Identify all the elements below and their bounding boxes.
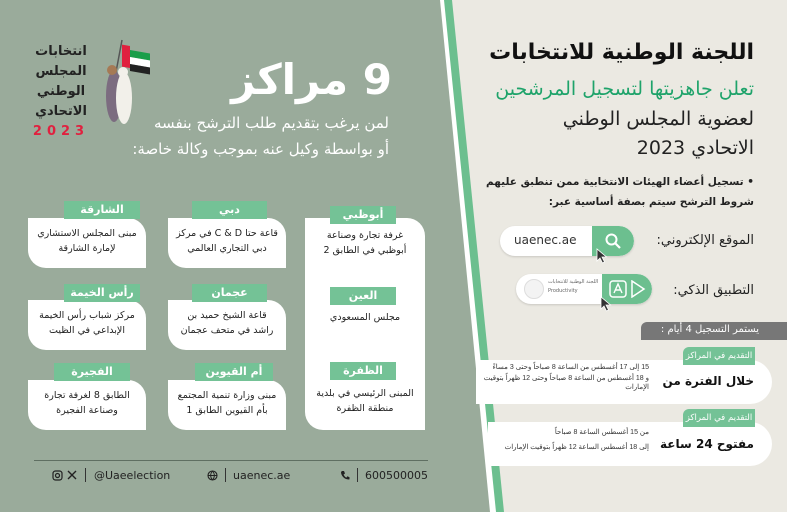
center-text: قاعة حتا C & D في مركز دبي التجاري العالمي — [176, 228, 278, 254]
tab-fujairah: الفجيرة — [54, 363, 130, 381]
tab-dubai: دبي — [192, 201, 267, 219]
app-name: اللجنة الوطنية للانتخابات — [548, 279, 599, 285]
bullet-line-2: شروط الترشح سيتم بصفة أساسية عبر: — [548, 196, 754, 208]
tab-ras-al-khaimah: رأس الخيمة — [64, 284, 140, 302]
card-ras-al-khaimah — [28, 300, 146, 350]
centers-subtext-1: لمن يرغب بتقديم طلب الترشح بنفسه — [154, 114, 389, 132]
center-text: المبنى الرئيسي في بلدية منطقة الظفرة — [316, 388, 414, 414]
center-text: الطابق 8 لغرفة تجارة وصناعة الفجيرة — [44, 390, 130, 416]
app-label: التطبيق الذكي: — [673, 283, 754, 298]
footer-social[interactable] — [52, 468, 170, 482]
card-sharjah — [28, 218, 146, 268]
cursor-icon — [596, 248, 608, 264]
center-text: مجلس المسعودي — [329, 312, 401, 323]
footer-website[interactable] — [207, 468, 290, 482]
duration-bar — [641, 322, 787, 340]
centers-headline: 9 مراكز — [231, 55, 392, 104]
tab-sharjah: الشارقة — [64, 201, 140, 219]
center-text: غرفة تجارة وصناعة أبوظبي في الطابق 2 — [323, 230, 407, 256]
box1-lines — [477, 363, 649, 392]
box2-title: مفتوح 24 ساعة — [660, 437, 754, 451]
center-text: مركز شباب رأس الخيمة الإبداعي في الظيت — [39, 310, 135, 336]
box1-line1: 15 إلى 17 أغسطس من الساعة 8 صباحاً وحتى 3 مساءً — [492, 364, 649, 371]
google-play-icon — [630, 280, 646, 298]
footer-divider — [34, 460, 428, 461]
tab-al-dhafra: الظفرة — [330, 362, 396, 380]
bullet-line-1: • تسجيل أعضاء الهيئات الانتخابية ممن تنطبق عليهم — [486, 176, 754, 188]
logo-year: 2023 — [32, 124, 90, 139]
app-store-pill[interactable] — [516, 274, 652, 304]
card-umm-al-quwain — [168, 380, 286, 430]
cursor-icon — [600, 296, 612, 312]
box1-line2: و 18 أغسطس من الساعة 8 صباحاً وحتى 12 ظهراً بتوقيت الإمارات — [483, 375, 649, 391]
logo-line: الوطني — [36, 84, 86, 99]
card-dubai — [168, 218, 286, 268]
separator — [225, 468, 226, 482]
phone-icon — [340, 470, 350, 481]
box2-line2: إلى 18 أغسطس الساعة 12 ظهراً بتوقيت الإمارات — [504, 444, 649, 451]
box2-line1: من 15 أغسطس الساعة 8 صباحاً — [554, 429, 649, 436]
separator — [85, 468, 86, 482]
page-subtitle: تعلن جاهزيتها لتسجيل المرشحين — [495, 78, 754, 100]
flag-figures-illustration — [96, 36, 156, 136]
card-fujairah — [28, 380, 146, 430]
centers-subtext-2: أو بواسطة وكيل عنه بموجب وكالة خاصة: — [132, 140, 389, 158]
social-handle[interactable]: @Uaeelection — [94, 468, 171, 482]
website-link[interactable]: uaenec.ae — [233, 468, 291, 482]
x-twitter-icon[interactable] — [67, 470, 77, 480]
page-title: اللجنة الوطنية للانتخابات — [489, 40, 754, 65]
website-label: الموقع الإلكتروني: — [656, 233, 754, 248]
subtitle-line-3: لعضوية المجلس الوطني — [562, 108, 754, 130]
tab-al-ain: العين — [330, 287, 396, 305]
globe-icon — [207, 470, 218, 481]
footer-phone[interactable] — [340, 468, 428, 482]
phone-number[interactable]: 600500005 — [365, 468, 428, 482]
website-search-pill[interactable] — [500, 226, 634, 256]
center-text: مبنى المجلس الاستشاري لإمارة الشارقة — [37, 228, 137, 254]
website-value[interactable]: uaenec.ae — [514, 233, 577, 247]
instagram-icon[interactable] — [52, 470, 63, 481]
subtitle-line-4: الاتحادي 2023 — [636, 137, 754, 159]
election-logo — [30, 42, 92, 142]
box2-lines — [477, 428, 649, 452]
tab-ajman: عجمان — [192, 284, 267, 302]
center-text: قاعة الشيخ حميد بن راشد في متحف عجمان — [180, 310, 274, 336]
logo-line: الاتحادي — [35, 104, 87, 119]
tab-umm-al-quwain: أم القيوين — [195, 363, 273, 381]
box1-tab: التقديم في المراكز — [683, 347, 755, 365]
center-text: مبنى وزارة تنمية المجتمع بأم القيوين الطابق 1 — [177, 390, 277, 416]
box2-tab: التقديم في المراكز — [683, 409, 755, 427]
logo-line: انتخابات — [35, 44, 87, 59]
separator — [357, 468, 358, 482]
duration-text: يستمر التسجيل 4 أيام : — [660, 324, 759, 335]
box1-title: خلال الفترة من — [662, 374, 754, 388]
app-category: Productivity — [548, 288, 578, 294]
tab-abu-dhabi: أبوظبي — [330, 206, 396, 224]
card-ajman — [168, 300, 286, 350]
app-logo-icon — [524, 279, 544, 299]
logo-line: المجلس — [35, 64, 87, 79]
